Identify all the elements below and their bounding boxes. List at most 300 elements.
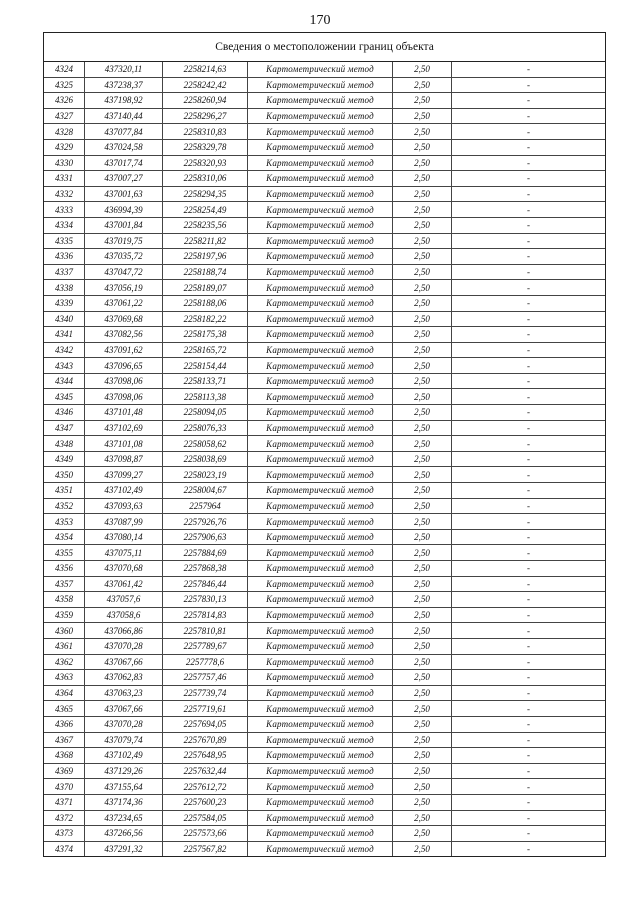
accuracy-cell: 2,50 xyxy=(393,638,452,654)
accuracy-cell: 2,50 xyxy=(393,280,452,296)
note-cell: - xyxy=(452,155,606,171)
method-cell: Картометрический метод xyxy=(248,264,393,280)
table-row xyxy=(44,124,605,140)
point-number-cell: 4327 xyxy=(44,108,85,124)
y-coordinate-cell: 2257612,72 xyxy=(163,779,248,795)
method-cell: Картометрический метод xyxy=(248,405,393,421)
y-coordinate-cell: 2258182,22 xyxy=(163,311,248,327)
note-cell: - xyxy=(527,843,530,854)
table-row xyxy=(44,280,605,296)
y-coordinate-cell: 2257573,66 xyxy=(163,826,248,842)
x-coordinate-cell: 437102,49 xyxy=(85,748,163,764)
y-coordinate-cell: 2258320,93 xyxy=(163,155,248,171)
accuracy-cell: 2,50 xyxy=(393,62,452,77)
note-cell: - xyxy=(452,139,606,155)
y-coordinate-cell: 2258310,83 xyxy=(163,124,248,140)
note-cell: - xyxy=(452,217,606,233)
table-row xyxy=(44,763,605,779)
x-coordinate-cell: 437082,56 xyxy=(85,327,163,343)
y-coordinate-cell: 2257884,69 xyxy=(163,545,248,561)
y-coordinate-cell: 2257719,61 xyxy=(163,701,248,717)
method-cell: Картометрический метод xyxy=(248,748,393,764)
point-number-cell: 4353 xyxy=(44,514,85,530)
point-number-cell: 4345 xyxy=(44,389,85,405)
note-cell: - xyxy=(452,249,606,265)
x-coordinate-cell: 437056,19 xyxy=(85,280,163,296)
accuracy-cell: 2,50 xyxy=(393,607,452,623)
note-cell: - xyxy=(452,545,606,561)
table-row xyxy=(44,202,605,218)
note-cell: - xyxy=(452,716,606,732)
point-number-cell: 4359 xyxy=(44,607,85,623)
accuracy-cell: 2,50 xyxy=(393,685,452,701)
accuracy-cell: 2,50 xyxy=(393,748,452,764)
x-coordinate-cell: 437062,83 xyxy=(85,670,163,686)
x-coordinate-cell: 437080,14 xyxy=(85,529,163,545)
note-cell: - xyxy=(452,623,606,639)
note-cell: - xyxy=(452,186,606,202)
y-coordinate-cell: 2257964 xyxy=(163,498,248,514)
y-coordinate-cell: 2258094,05 xyxy=(163,405,248,421)
accuracy-cell: 2,50 xyxy=(393,249,452,265)
method-cell: Картометрический метод xyxy=(248,561,393,577)
table-row xyxy=(44,685,605,701)
y-coordinate-cell: 2258154,44 xyxy=(163,358,248,374)
accuracy-cell: 2,50 xyxy=(393,342,452,358)
table-row xyxy=(44,732,605,748)
point-number-cell: 4367 xyxy=(44,732,85,748)
x-coordinate-cell: 437070,68 xyxy=(85,561,163,577)
method-cell: Картометрический метод xyxy=(248,794,393,810)
table-row xyxy=(44,779,605,795)
y-coordinate-cell: 2258329,78 xyxy=(163,139,248,155)
accuracy-cell: 2,50 xyxy=(393,77,452,93)
note-cell: - xyxy=(452,514,606,530)
y-coordinate-cell: 2258023,19 xyxy=(163,467,248,483)
point-number-cell: 4334 xyxy=(44,217,85,233)
note-cell: - xyxy=(452,62,606,77)
point-number-cell: 4328 xyxy=(44,124,85,140)
note-cell: - xyxy=(452,202,606,218)
y-coordinate-cell: 2257868,38 xyxy=(163,561,248,577)
note-cell: - xyxy=(452,405,606,421)
table-row xyxy=(44,826,605,842)
y-coordinate-cell: 2258058,62 xyxy=(163,436,248,452)
accuracy-cell: 2,50 xyxy=(393,654,452,670)
x-coordinate-cell: 437063,23 xyxy=(85,685,163,701)
x-coordinate-cell: 437061,42 xyxy=(85,576,163,592)
method-cell: Картометрический метод xyxy=(248,217,393,233)
point-number-cell: 4331 xyxy=(44,171,85,187)
table-row xyxy=(44,233,605,249)
y-coordinate-cell: 2257906,63 xyxy=(163,529,248,545)
point-number-cell: 4371 xyxy=(44,794,85,810)
coordinates-table-body xyxy=(44,62,605,856)
table-row xyxy=(44,358,605,374)
y-coordinate-cell: 2257830,13 xyxy=(163,592,248,608)
accuracy-cell: 2,50 xyxy=(393,202,452,218)
accuracy-cell: 2,50 xyxy=(393,623,452,639)
method-cell: Картометрический метод xyxy=(248,810,393,826)
x-coordinate-cell: 437024,58 xyxy=(85,139,163,155)
point-number-cell: 4366 xyxy=(44,716,85,732)
note-cell: - xyxy=(452,561,606,577)
table-row xyxy=(44,701,605,717)
point-number-cell: 4373 xyxy=(44,826,85,842)
accuracy-cell: 2,50 xyxy=(393,155,452,171)
x-coordinate-cell: 437098,87 xyxy=(85,451,163,467)
method-cell: Картометрический метод xyxy=(248,249,393,265)
method-cell: Картометрический метод xyxy=(248,108,393,124)
table-row xyxy=(44,139,605,155)
accuracy-cell: 2,50 xyxy=(393,186,452,202)
y-coordinate-cell: 2258197,96 xyxy=(163,249,248,265)
method-cell: Картометрический метод xyxy=(248,716,393,732)
note-cell: - xyxy=(452,280,606,296)
coordinates-sheet xyxy=(43,32,606,857)
accuracy-cell: 2,50 xyxy=(393,716,452,732)
y-coordinate-cell: 2258188,06 xyxy=(163,295,248,311)
x-coordinate-cell: 437070,28 xyxy=(85,716,163,732)
point-number-cell: 4348 xyxy=(44,436,85,452)
table-row xyxy=(44,607,605,623)
y-coordinate-cell: 2257600,23 xyxy=(163,794,248,810)
x-coordinate-cell: 437057,6 xyxy=(85,592,163,608)
method-cell: Картометрический метод xyxy=(248,826,393,842)
method-cell: Картометрический метод xyxy=(248,685,393,701)
section-title: Сведения о местоположении границ объекта xyxy=(44,33,605,62)
y-coordinate-cell: 2257648,95 xyxy=(163,748,248,764)
point-number-cell: 4325 xyxy=(44,77,85,93)
note-cell: - xyxy=(452,670,606,686)
note-cell: - xyxy=(452,826,606,842)
accuracy-cell: 2,50 xyxy=(393,763,452,779)
point-number-cell: 4370 xyxy=(44,779,85,795)
accuracy-cell: 2,50 xyxy=(393,108,452,124)
method-cell: Картометрический метод xyxy=(248,623,393,639)
table-row xyxy=(44,311,605,327)
note-cell: - xyxy=(452,264,606,280)
method-cell: Картометрический метод xyxy=(248,311,393,327)
accuracy-cell: 2,50 xyxy=(393,467,452,483)
point-number-cell: 4340 xyxy=(44,311,85,327)
point-number-cell: 4335 xyxy=(44,233,85,249)
accuracy-cell: 2,50 xyxy=(393,701,452,717)
point-number-cell: 4358 xyxy=(44,592,85,608)
x-coordinate-cell: 437198,92 xyxy=(85,93,163,109)
y-coordinate-cell: 2258235,56 xyxy=(163,217,248,233)
accuracy-cell: 2,50 xyxy=(393,576,452,592)
table-row xyxy=(44,405,605,421)
accuracy-cell: 2,50 xyxy=(393,420,452,436)
accuracy-cell: 2,50 xyxy=(393,810,452,826)
point-number-cell: 4329 xyxy=(44,139,85,155)
note-cell: - xyxy=(452,436,606,452)
x-coordinate-cell: 437058,6 xyxy=(85,607,163,623)
method-cell: Картометрический метод xyxy=(248,327,393,343)
accuracy-cell: 2,50 xyxy=(393,93,452,109)
y-coordinate-cell: 2257789,67 xyxy=(163,638,248,654)
accuracy-cell: 2,50 xyxy=(393,358,452,374)
x-coordinate-cell: 437234,65 xyxy=(85,810,163,826)
note-cell: - xyxy=(452,748,606,764)
note-cell: - xyxy=(452,108,606,124)
note-cell: - xyxy=(452,638,606,654)
note-cell: - xyxy=(452,592,606,608)
table-row xyxy=(44,389,605,405)
table-row xyxy=(44,295,605,311)
point-number-cell: 4347 xyxy=(44,420,85,436)
point-number-cell: 4368 xyxy=(44,748,85,764)
accuracy-cell: 2,50 xyxy=(393,483,452,499)
method-cell: Картометрический метод xyxy=(248,77,393,93)
y-coordinate-cell: 2257757,46 xyxy=(163,670,248,686)
note-cell: - xyxy=(452,358,606,374)
x-coordinate-cell: 437093,63 xyxy=(85,498,163,514)
table-row xyxy=(44,436,605,452)
point-number-cell: 4324 xyxy=(44,62,85,77)
x-coordinate-cell: 437101,08 xyxy=(85,436,163,452)
y-coordinate-cell: 2258189,07 xyxy=(163,280,248,296)
point-number-cell: 4341 xyxy=(44,327,85,343)
note-cell: - xyxy=(452,77,606,93)
table-row xyxy=(44,93,605,109)
note-cell: - xyxy=(452,451,606,467)
x-coordinate-cell: 437102,69 xyxy=(85,420,163,436)
y-coordinate-cell: 2257632,44 xyxy=(163,763,248,779)
method-cell: Картометрический метод xyxy=(248,373,393,389)
x-coordinate-cell: 437001,84 xyxy=(85,217,163,233)
accuracy-cell: 2,50 xyxy=(393,498,452,514)
note-cell: - xyxy=(452,794,606,810)
x-coordinate-cell: 437017,74 xyxy=(85,155,163,171)
method-cell: Картометрический метод xyxy=(248,779,393,795)
method-cell: Картометрический метод xyxy=(248,514,393,530)
point-number-cell: 4336 xyxy=(44,249,85,265)
x-coordinate-cell: 437066,86 xyxy=(85,623,163,639)
y-coordinate-cell: 2257584,05 xyxy=(163,810,248,826)
table-row xyxy=(44,483,605,499)
table-row xyxy=(44,545,605,561)
y-coordinate-cell: 2258254,49 xyxy=(163,202,248,218)
x-coordinate-cell: 437096,65 xyxy=(85,358,163,374)
y-coordinate-cell: 2257814,83 xyxy=(163,607,248,623)
x-coordinate-cell: 437099,27 xyxy=(85,467,163,483)
point-number-cell: 4338 xyxy=(44,280,85,296)
x-coordinate-cell: 437291,32 xyxy=(85,841,163,856)
accuracy-cell: 2,50 xyxy=(393,545,452,561)
x-coordinate-cell: 437007,27 xyxy=(85,171,163,187)
point-number-cell: 4343 xyxy=(44,358,85,374)
accuracy-cell: 2,50 xyxy=(393,670,452,686)
point-number-cell: 4355 xyxy=(44,545,85,561)
note-cell: - xyxy=(452,342,606,358)
x-coordinate-cell: 437102,49 xyxy=(85,483,163,499)
accuracy-cell: 2,50 xyxy=(393,405,452,421)
y-coordinate-cell: 2258175,38 xyxy=(163,327,248,343)
method-cell: Картометрический метод xyxy=(248,295,393,311)
table-row xyxy=(44,467,605,483)
method-cell: Картометрический метод xyxy=(248,155,393,171)
y-coordinate-cell: 2257926,76 xyxy=(163,514,248,530)
x-coordinate-cell: 437238,37 xyxy=(85,77,163,93)
x-coordinate-cell: 437098,06 xyxy=(85,389,163,405)
table-row xyxy=(44,576,605,592)
accuracy-cell: 2,50 xyxy=(393,124,452,140)
x-coordinate-cell: 437091,62 xyxy=(85,342,163,358)
note-cell: - xyxy=(452,732,606,748)
x-coordinate-cell: 437077,84 xyxy=(85,124,163,140)
table-row xyxy=(44,841,605,856)
y-coordinate-cell: 2258294,35 xyxy=(163,186,248,202)
y-coordinate-cell: 2258004,67 xyxy=(163,483,248,499)
note-cell: - xyxy=(452,327,606,343)
point-number-cell: 4369 xyxy=(44,763,85,779)
table-row xyxy=(44,342,605,358)
point-number-cell: 4372 xyxy=(44,810,85,826)
x-coordinate-cell: 437174,36 xyxy=(85,794,163,810)
x-coordinate-cell: 437069,68 xyxy=(85,311,163,327)
point-number-cell: 4357 xyxy=(44,576,85,592)
accuracy-cell: 2,50 xyxy=(393,264,452,280)
note-cell: - xyxy=(452,483,606,499)
point-number-cell: 4363 xyxy=(44,670,85,686)
table-row xyxy=(44,451,605,467)
note-cell: - xyxy=(452,295,606,311)
accuracy-cell: 2,50 xyxy=(393,779,452,795)
point-number-cell: 4351 xyxy=(44,483,85,499)
y-coordinate-cell: 2258310,06 xyxy=(163,171,248,187)
accuracy-cell: 2,50 xyxy=(393,592,452,608)
note-cell: - xyxy=(452,779,606,795)
table-row xyxy=(44,794,605,810)
table-row xyxy=(44,716,605,732)
table-row xyxy=(44,171,605,187)
x-coordinate-cell: 437075,11 xyxy=(85,545,163,561)
note-cell: - xyxy=(452,373,606,389)
x-coordinate-cell: 437098,06 xyxy=(85,373,163,389)
note-cell: - xyxy=(452,763,606,779)
table-row xyxy=(44,623,605,639)
table-row xyxy=(44,217,605,233)
y-coordinate-cell: 2257778,6 xyxy=(163,654,248,670)
point-number-cell: 4365 xyxy=(44,701,85,717)
point-number-cell: 4352 xyxy=(44,498,85,514)
table-row xyxy=(44,77,605,93)
y-coordinate-cell: 2257846,44 xyxy=(163,576,248,592)
table-row xyxy=(44,638,605,654)
y-coordinate-cell: 2257670,89 xyxy=(163,732,248,748)
accuracy-cell: 2,50 xyxy=(393,514,452,530)
point-number-cell: 4330 xyxy=(44,155,85,171)
table-row xyxy=(44,264,605,280)
x-coordinate-cell: 436994,39 xyxy=(85,202,163,218)
accuracy-cell: 2,50 xyxy=(393,529,452,545)
y-coordinate-cell: 2258038,69 xyxy=(163,451,248,467)
point-number-cell: 4361 xyxy=(44,638,85,654)
method-cell: Картометрический метод xyxy=(248,483,393,499)
table-row xyxy=(44,670,605,686)
x-coordinate-cell: 437079,74 xyxy=(85,732,163,748)
note-cell: - xyxy=(452,171,606,187)
table-row xyxy=(44,748,605,764)
method-cell: Картометрический метод xyxy=(248,420,393,436)
y-coordinate-cell: 2257810,81 xyxy=(163,623,248,639)
table-row xyxy=(44,186,605,202)
method-cell: Картометрический метод xyxy=(248,763,393,779)
point-number-cell: 4364 xyxy=(44,685,85,701)
method-cell: Картометрический метод xyxy=(248,670,393,686)
method-cell: Картометрический метод xyxy=(248,576,393,592)
x-coordinate-cell: 437070,28 xyxy=(85,638,163,654)
x-coordinate-cell: 437101,48 xyxy=(85,405,163,421)
method-cell: Картометрический метод xyxy=(248,358,393,374)
table-row xyxy=(44,810,605,826)
x-coordinate-cell: 437067,66 xyxy=(85,654,163,670)
note-cell: - xyxy=(452,576,606,592)
method-cell: Картометрический метод xyxy=(248,732,393,748)
accuracy-cell: 2,50 xyxy=(393,327,452,343)
method-cell: Картометрический метод xyxy=(248,451,393,467)
y-coordinate-cell: 2258296,27 xyxy=(163,108,248,124)
table-row xyxy=(44,249,605,265)
accuracy-cell: 2,50 xyxy=(393,561,452,577)
accuracy-cell: 2,50 xyxy=(393,217,452,233)
table-row xyxy=(44,561,605,577)
y-coordinate-cell: 2257567,82 xyxy=(163,841,248,856)
x-coordinate-cell: 437035,72 xyxy=(85,249,163,265)
method-cell: Картометрический метод xyxy=(248,701,393,717)
table-row xyxy=(44,373,605,389)
y-coordinate-cell: 2257694,05 xyxy=(163,716,248,732)
point-number-cell: 4344 xyxy=(44,373,85,389)
note-cell: - xyxy=(452,420,606,436)
method-cell: Картометрический метод xyxy=(248,171,393,187)
note-cell: - xyxy=(452,467,606,483)
table-row xyxy=(44,327,605,343)
method-cell: Картометрический метод xyxy=(248,436,393,452)
method-cell: Картометрический метод xyxy=(248,186,393,202)
method-cell: Картометрический метод xyxy=(248,841,393,856)
y-coordinate-cell: 2258260,94 xyxy=(163,93,248,109)
y-coordinate-cell: 2258214,63 xyxy=(163,62,248,77)
method-cell: Картометрический метод xyxy=(248,498,393,514)
y-coordinate-cell: 2257739,74 xyxy=(163,685,248,701)
method-cell: Картометрический метод xyxy=(248,467,393,483)
method-cell: Картометрический метод xyxy=(248,342,393,358)
table-row xyxy=(44,529,605,545)
method-cell: Картометрический метод xyxy=(248,202,393,218)
accuracy-cell: 2,50 xyxy=(393,794,452,810)
method-cell: Картометрический метод xyxy=(248,93,393,109)
accuracy-cell: 2,50 xyxy=(393,451,452,467)
point-number-cell: 4374 xyxy=(44,841,85,856)
accuracy-cell: 2,50 xyxy=(393,373,452,389)
method-cell: Картометрический метод xyxy=(248,592,393,608)
y-coordinate-cell: 2258076,33 xyxy=(163,420,248,436)
note-cell: - xyxy=(452,654,606,670)
x-coordinate-cell: 437061,22 xyxy=(85,295,163,311)
point-number-cell: 4350 xyxy=(44,467,85,483)
accuracy-cell: 2,50 xyxy=(393,732,452,748)
table-row xyxy=(44,420,605,436)
point-number-cell: 4346 xyxy=(44,405,85,421)
note-cell: - xyxy=(452,389,606,405)
point-number-cell: 4360 xyxy=(44,623,85,639)
x-coordinate-cell: 437140,44 xyxy=(85,108,163,124)
table-row xyxy=(44,592,605,608)
accuracy-cell: 2,50 xyxy=(393,295,452,311)
